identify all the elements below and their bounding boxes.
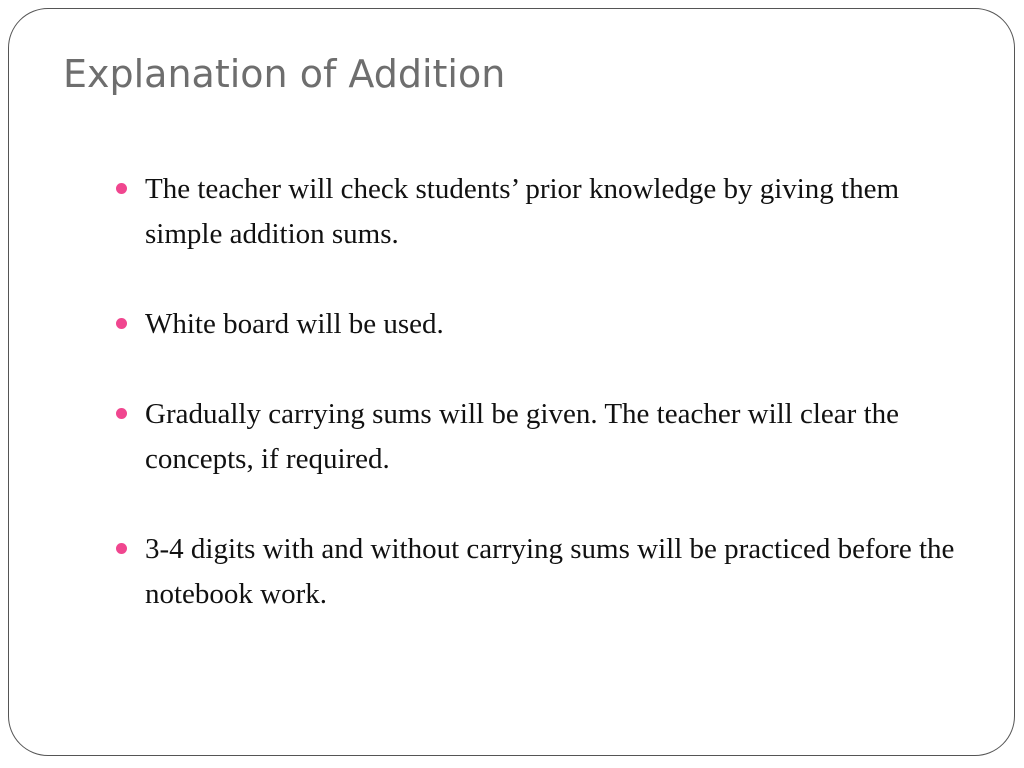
bullet-dot-icon: [116, 318, 127, 329]
bullet-dot-icon: [116, 408, 127, 419]
list-item: [112, 167, 962, 257]
list-item: [112, 527, 962, 617]
slide-title: Explanation of Addition: [63, 52, 506, 96]
bullet-dot-icon: [116, 543, 127, 554]
bullet-text: White board will be used.: [145, 308, 444, 340]
bullet-text: Gradually carrying sums will be given. The teacher will clear the concepts, if required.: [145, 398, 899, 475]
bullet-dot-icon: [116, 183, 127, 194]
bullet-text: 3-4 digits with and without carrying sums will be practiced before the notebook work.: [145, 533, 955, 610]
list-item: [112, 302, 962, 347]
bullet-text: The teacher will check students’ prior knowledge by giving them simple addition sums.: [145, 173, 900, 250]
bullet-list: [112, 167, 962, 617]
list-item: [112, 392, 962, 482]
